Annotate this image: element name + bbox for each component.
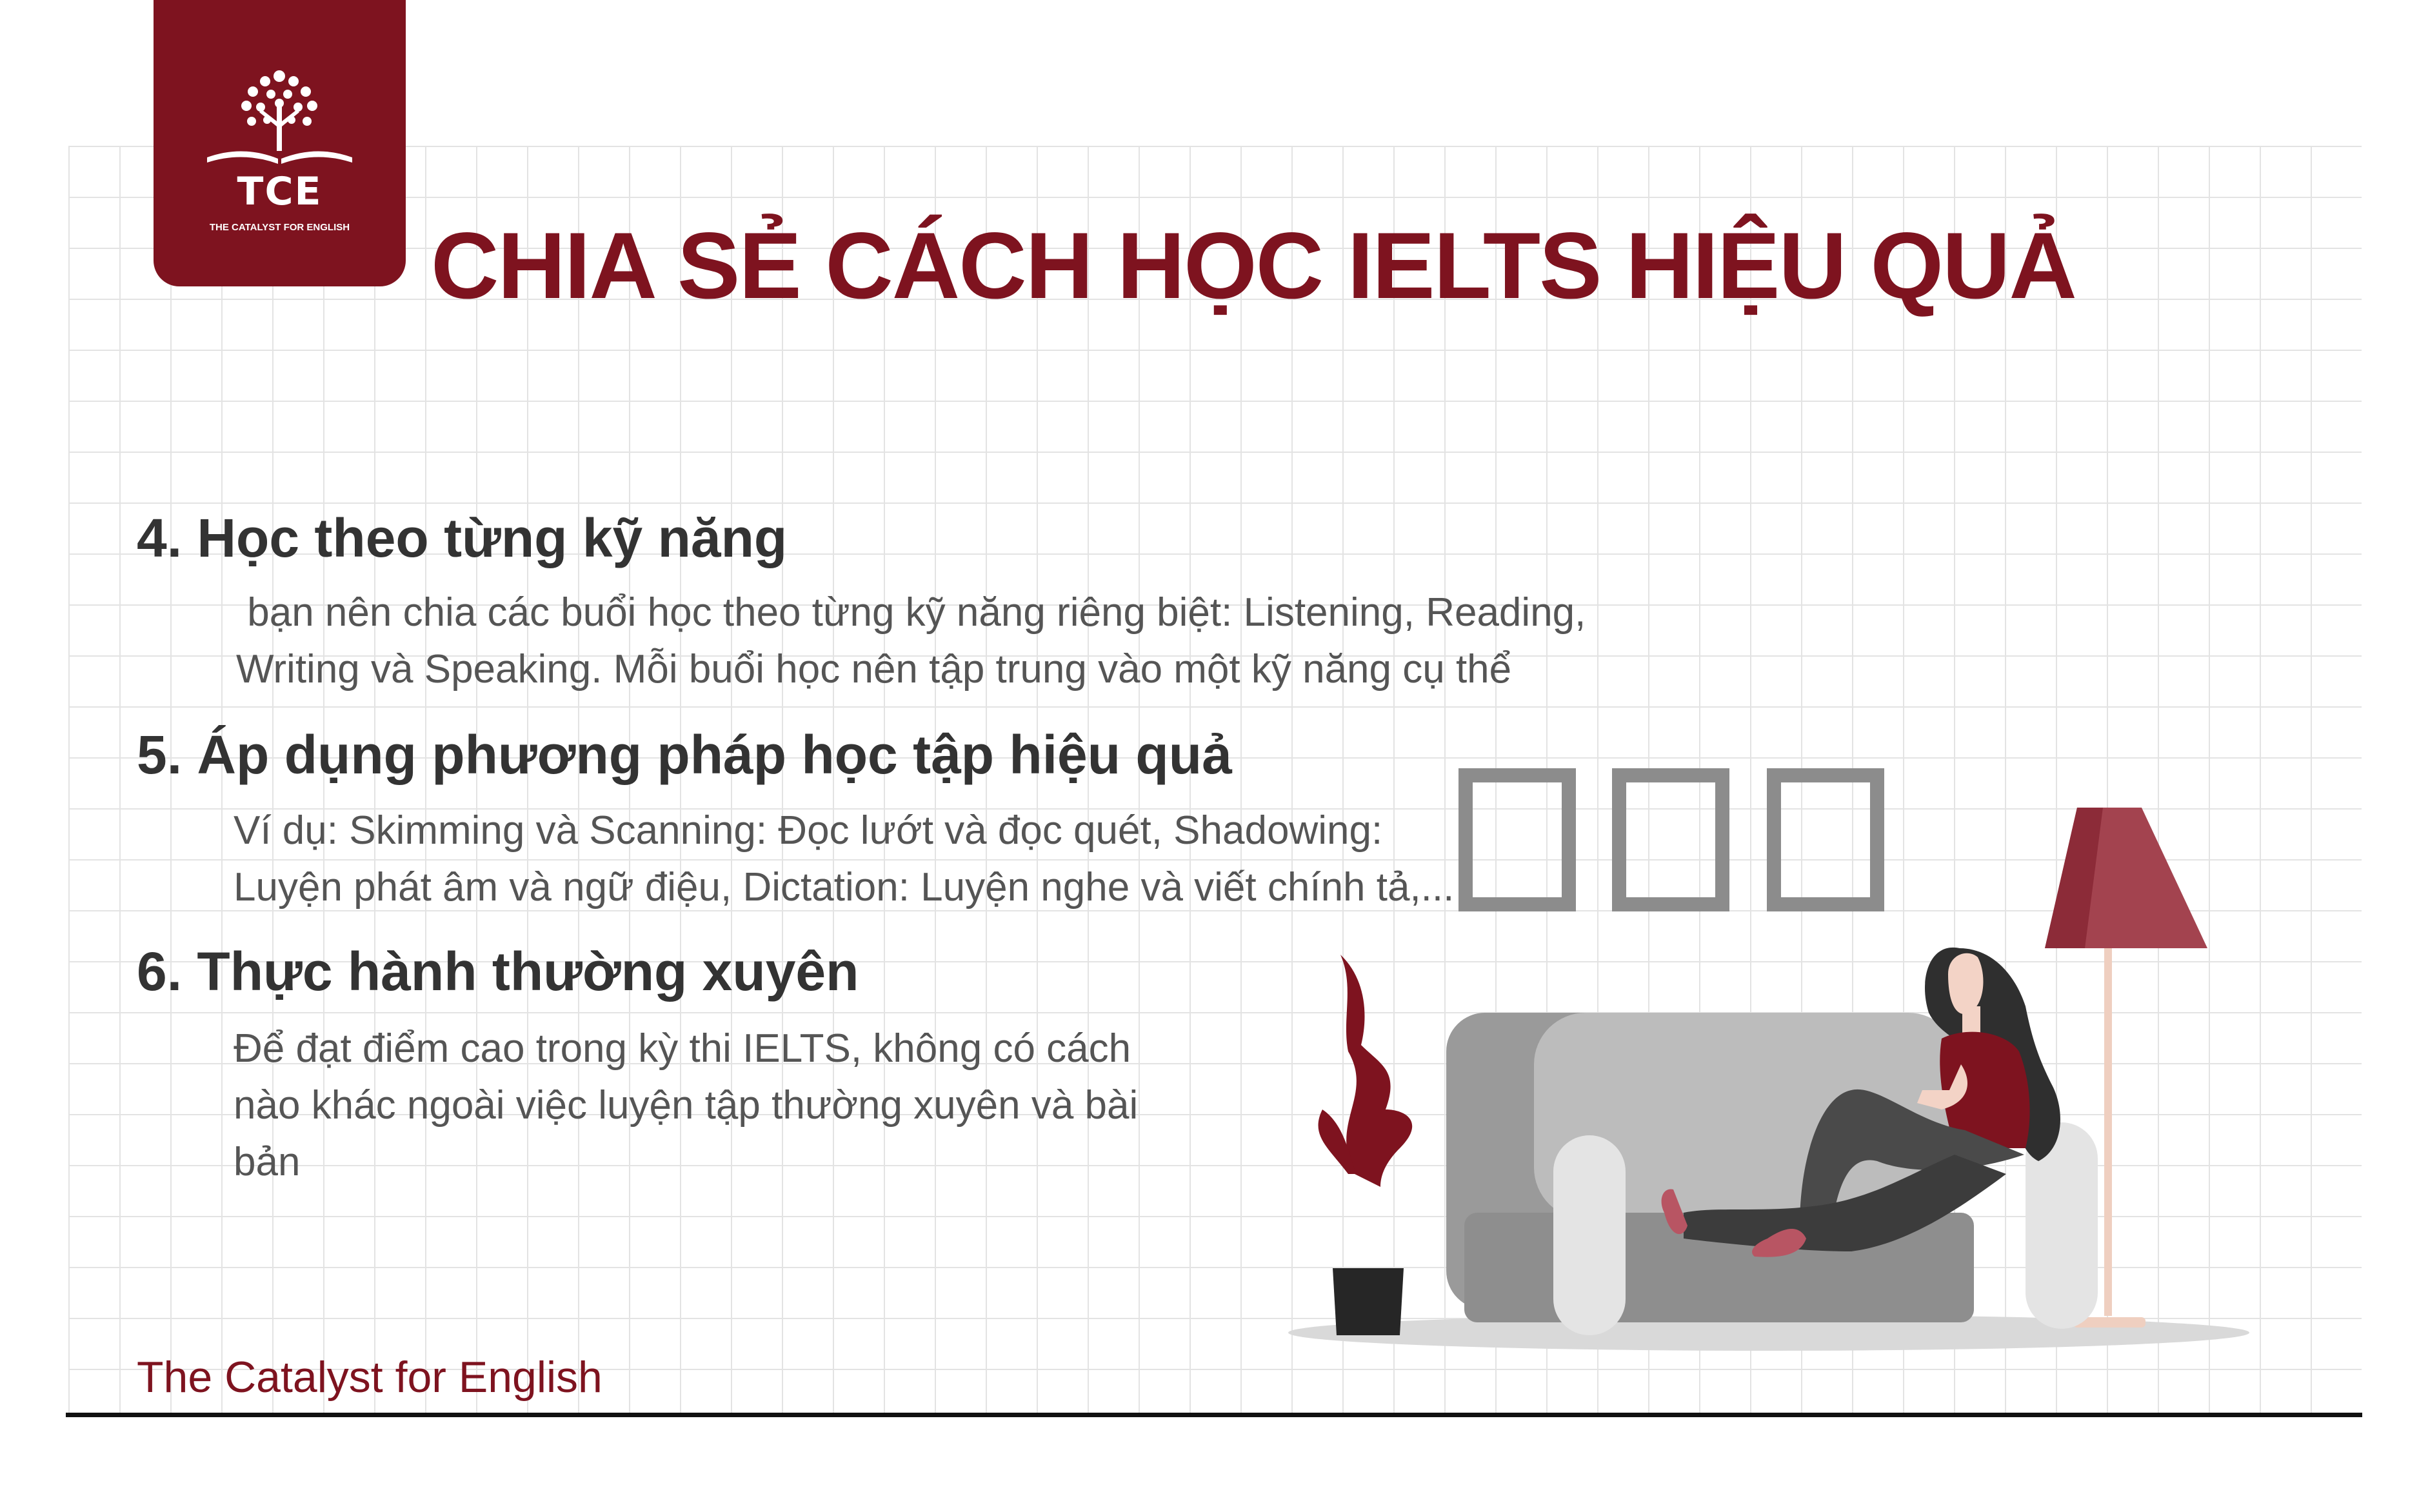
section-body-6-line-1: Để đạt điểm cao trong kỳ thi IELTS, không có cách xyxy=(234,1026,1131,1071)
brand-abbreviation: TCE xyxy=(237,169,323,214)
footer-divider xyxy=(66,1413,2362,1417)
page-title: CHIA SẺ CÁCH HỌC IELTS HIỆU QUẢ xyxy=(431,213,2076,318)
section-heading-6: 6. Thực hành thường xuyên xyxy=(137,941,859,1002)
section-body-4-line-2: Writing và Speaking. Mỗi buổi học nên tập trung vào một kỹ năng cụ thể xyxy=(236,647,1512,691)
section-body-5-line-2: Luyện phát âm và ngữ điệu, Dictation: Luyện nghe và viết chính tả,... xyxy=(234,865,1455,910)
section-heading-4: 4. Học theo từng kỹ năng xyxy=(137,508,788,568)
brand-tagline: THE CATALYST FOR ENGLISH xyxy=(209,222,350,233)
woman-reading-on-sofa-illustration xyxy=(1271,761,2251,1368)
footer-brand-text: The Catalyst for English xyxy=(137,1353,602,1402)
section-body-6-line-2: nào khác ngoài việc luyện tập thường xuyên và bài xyxy=(234,1083,1139,1128)
section-body-5-line-1: Ví dụ: Skimming và Scanning: Đọc lướt và đọc quét, Shadowing: xyxy=(234,808,1383,853)
tree-book-icon xyxy=(204,67,355,170)
section-body-4-line-1: bạn nên chia các buổi học theo từng kỹ năng riêng biệt: Listening, Reading, xyxy=(236,590,1586,635)
section-heading-5: 5. Áp dụng phương pháp học tập hiệu quả xyxy=(137,724,1232,785)
section-body-6-line-3: bản xyxy=(234,1140,301,1184)
brand-logo xyxy=(154,0,406,286)
